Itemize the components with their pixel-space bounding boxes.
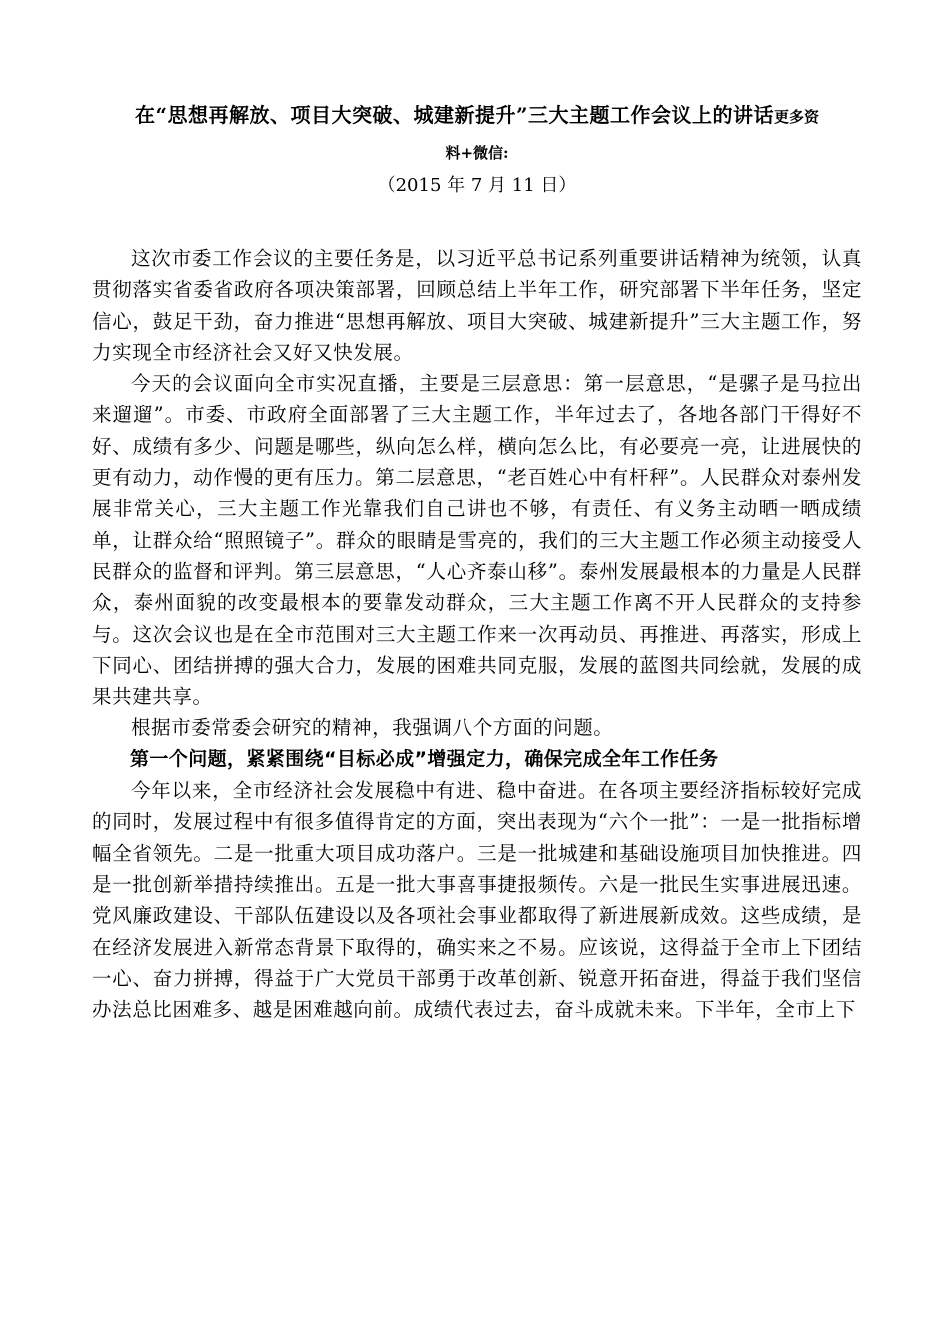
paragraph-intro: 这次市委工作会议的主要任务是，以习近平总书记系列重要讲话精神为统领，认真贯彻落实省委省政府各项决策部署，回顾总结上半年工作，研究部署下半年任务，坚定信心，鼓足干劲，奋力推进“思想再解放、项目大突破、城建新提升”三大主题工作，努力实现全市经济社会又好又快发展。: [92, 247, 862, 364]
document-subtitle: 料+微信:: [445, 144, 509, 162]
section-heading-first-issue: 第一个问题，紧紧围绕“目标必成”增强定力，确保完成全年工作任务: [130, 747, 719, 770]
document-title: [92, 100, 862, 132]
speech-date: （2015 年 7 月 11 日）: [377, 175, 577, 196]
paragraph-eight-issues: 根据市委常委会研究的精神，我强调八个方面的问题。: [131, 716, 614, 740]
title-main: 在“思想再解放、项目大突破、城建新提升”三大主题工作会议上的讲话: [134, 103, 774, 127]
paragraph-three-meanings: 今天的会议面向全市实况直播，主要是三层意思：第一层意思，“是骡子是马拉出来遛遛”。市委、市政府全面部署了三大主题工作，半年过去了，各地各部门干得好不好、成绩有多少、问题是哪些，纵向怎么样，横向怎么比，有必要亮一亮，让进展快的更有动力，动作慢的更有压力。第二层意思，“老百姓心中有杆秤”。人民群众对泰州发展非常关心，三大主题工作光靠我们自己讲也不够，有责任、有义务主动晒一晒成绩单，让群众给“照照镜子”。群众的眼睛是雪亮的，我们的三大主题工作必须主动接受人民群众的监督和评判。第三层意思，“人心齐泰山移”。泰州发展最根本的力量是人民群众，泰州面貌的改变最根本的要靠发动群众，三大主题工作离不开人民群众的支持参与。这次会议也是在全市范围对三大主题工作来一次再动员、再推进、再落实，形成上下同心、团结拼搏的强大合力，发展的困难共同克服，发展的蓝图共同绘就，发展的成果共建共享。: [92, 372, 862, 709]
title-suffix: 更多资: [774, 108, 820, 126]
document-body: [92, 243, 862, 1025]
paragraph-first-issue: 今年以来，全市经济社会发展稳中有进、稳中奋进。在各项主要经济指标较好完成的同时，发展过程中有很多值得肯定的方面，突出表现为“六个一批”：一是一批指标增幅全省领先。二是一批重大项目成功落户。三是一批城建和基础设施项目加快推进。四是一批创新举措持续推出。五是一批大事喜事捷报频传。六是一批民生实事进展迅速。党风廉政建设、干部队伍建设以及各项社会事业都取得了新进展新成效。这些成绩，是在经济发展进入新常态背景下取得的，确实来之不易。应该说，这得益于全市上下团结一心、奋力拼搏，得益于广大党员干部勇于改革创新、锐意开拓奋进，得益于我们坚信办法总比困难多、越是困难越向前。成绩代表过去，奋斗成就未来。下半年，全市上下: [92, 779, 862, 1022]
